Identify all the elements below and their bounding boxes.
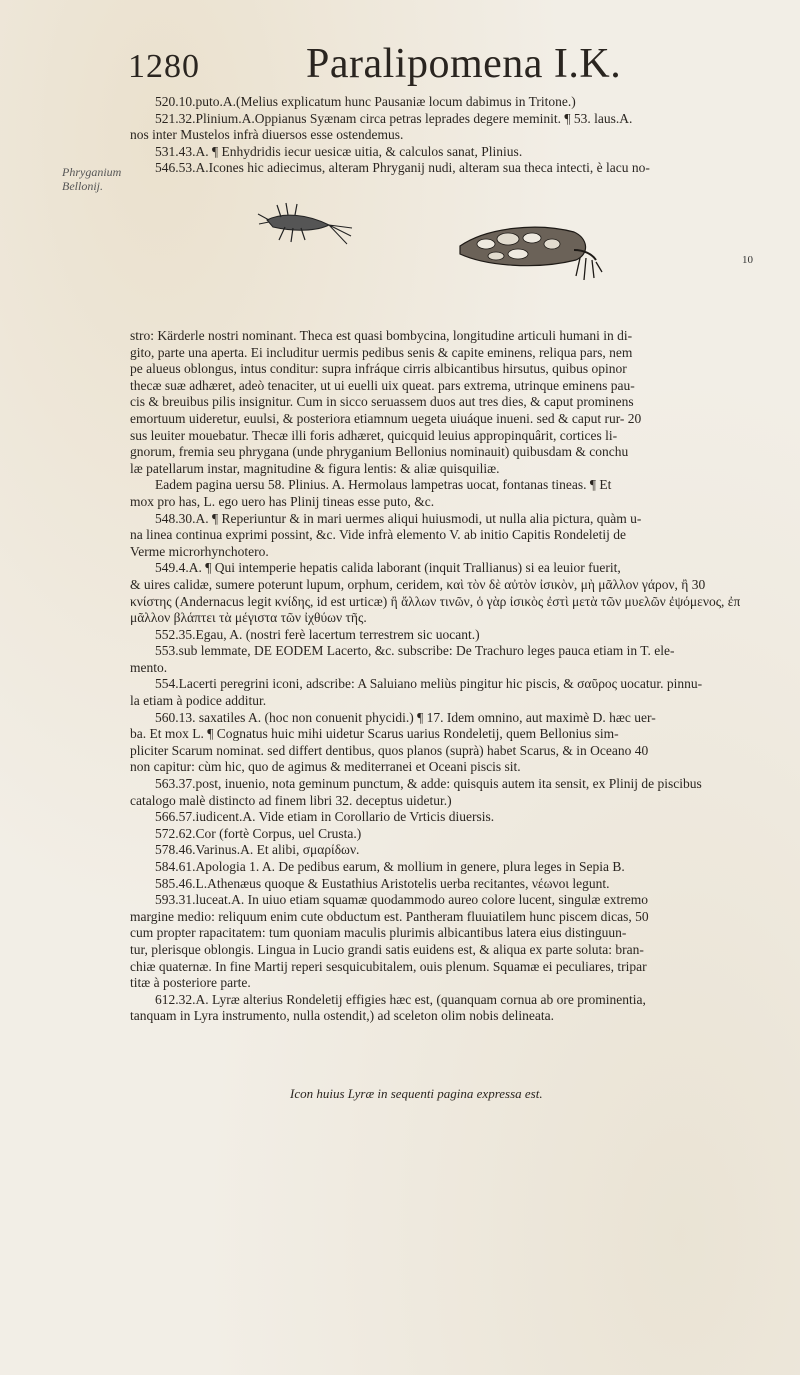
text-line: thecæ suæ adhæret, adeò tenaciter, ut ui euelli uix queat. pars extrema, utrinque eminens pau- bbox=[130, 377, 635, 393]
text-line: 593.31.luceat.A. In uiuo etiam squamæ quodammodo aureo colore lucent, singulæ extremo bbox=[155, 892, 649, 908]
text-line: pliciter Scarum nominat. sed differt dentibus, quos planos (suprà) habet Scarus, & in Oceano 40 bbox=[130, 742, 649, 758]
text-line: mento. bbox=[130, 659, 168, 675]
text-line: κνίστης (Andernacus legit κνίδης, id est urticæ) ἢ ἄλλων τινῶν, ὁ γὰρ ἰσικὸς ἐστὶ μετὰ τῶν μυελῶν ἐψόμενος, ἐπ bbox=[130, 593, 740, 609]
text-line: 585.46.L.Athenæus quoque & Eustathius Aristotelis uerba recitantes, νέωνοι legunt. bbox=[155, 875, 610, 891]
body-text-block bbox=[130, 328, 740, 1025]
margin-note bbox=[62, 165, 138, 193]
page-header bbox=[128, 40, 648, 92]
text-line: 521.32.Plinium.A.Oppianus Syænam circa petras leprades degere meminit. ¶ 53. laus.A. bbox=[155, 110, 633, 126]
figure-number: 10 bbox=[742, 254, 753, 266]
text-line: la etiam à podice additur. bbox=[130, 693, 267, 709]
text-line: mox pro has, L. ego uero has Plinij tineas esse puto, &c. bbox=[130, 493, 435, 509]
text-line: & uires calidæ, sumere poterunt lupum, orphum, ceridem, καὶ τὸν δὲ αὐτὸν ἰσικὸν, μὴ μᾶλλον γάρον, ἢ 30 bbox=[130, 576, 706, 592]
text-line: 548.30.A. ¶ Reperiuntur & in mari uermes aliqui huiusmodi, ut nulla alia pictura, quàm u- bbox=[155, 510, 642, 526]
text-line: Eadem pagina uersu 58. Plinius. A. Hermolaus lampetras uocat, fontanas tineas. ¶ Et bbox=[155, 477, 612, 493]
cased-larva-illustration bbox=[456, 220, 606, 290]
text-line: na linea continua exprimi possint, &c. Vide infrà elemento V. ab initio Capitis Rondeletij de bbox=[130, 527, 626, 543]
top-text-block bbox=[130, 94, 740, 177]
page-number: 1280 bbox=[128, 48, 200, 85]
text-line: titæ à posteriore parte. bbox=[130, 975, 251, 991]
text-line: margine medio: reliquum enim cute obductum est. Pantheram fluuiatilem hunc piscem dicas, 50 bbox=[130, 908, 649, 924]
text-line: 578.46.Varinus.A. Et alibi, σμαρίδων. bbox=[155, 842, 360, 858]
running-title: Paralipomena I.K. bbox=[306, 41, 622, 87]
text-line: 566.57.iudicent.A. Vide etiam in Corollario de Vrticis diuersis. bbox=[155, 809, 495, 825]
text-line: 584.61.Apologia 1. A. De pedibus earum, & mollium in genere, plura leges in Sepia B. bbox=[155, 859, 625, 874]
text-line: nos inter Mustelos infrà diuersos esse ostendemus. bbox=[130, 127, 404, 143]
figure-caption: Icon huius Lyræ in sequenti pagina expressa est. bbox=[290, 1086, 543, 1101]
text-line: gnorum, fremia seu phrygana (unde phryganium Bellonius nominauit) quibusdam & conchu bbox=[130, 444, 629, 460]
text-line: tur, plerisque oblongis. Lingua in Lucio grandi satis euidens est, & aliqua ex parte soluta: bran- bbox=[130, 941, 644, 957]
text-line: 553.sub lemmate, DE EODEM Lacerto, &c. subscribe: De Trachuro leges pauca etiam in T. ele- bbox=[155, 643, 675, 659]
text-line: 531.43.A. ¶ Enhydridis iecur uesicæ uitia, & calculos sanat, Plinius. bbox=[155, 143, 523, 159]
text-line: 520.10.puto.A.(Melius explicatum hunc Pausaniæ locum dabimus in Tritone.) bbox=[155, 94, 576, 109]
text-line: cum propter rapacitatem: tum quoniam maculis plurimis albicantibus latera eius distinguun- bbox=[130, 925, 627, 941]
text-line: chiæ quaternæ. In fine Martij reperi sesquicubitalem, ouis plenum. Squamæ ei peculiares, tripar bbox=[130, 958, 647, 974]
caddisfly-larva-illustration bbox=[255, 200, 355, 252]
text-line: μᾶλλον βλάπτει τὰ μέγιστα τῶν ἰχθύων τῆς. bbox=[130, 610, 367, 626]
text-line: 554.Lacerti peregrini iconi, adscribe: A Saluiano meliùs pingitur hic piscis, & σαῦρος uocatur. pinnu- bbox=[155, 676, 703, 692]
text-line: Verme microrhynchotero. bbox=[130, 543, 269, 559]
text-line: stro: Kärderle nostri nominant. Theca est quasi bombycina, longitudine articuli humani in di- bbox=[130, 328, 633, 343]
text-line: 546.53.A.Icones hic adiecimus, alteram Phryganij nudi, alteram sua theca intecti, è lacu no- bbox=[155, 160, 650, 176]
text-line: ba. Et mox L. ¶ Cognatus huic mihi uidetur Scarus uarius Rondeletij, quem Bellonius sim- bbox=[130, 726, 619, 742]
text-line: 549.4.A. ¶ Qui intemperie hepatis calida laborant (inquit Trallianus) si ea leuior fuerit, bbox=[155, 560, 621, 576]
text-line: tanquam in Lyra instrumento, nulla ostendit,) ad sceleton olim nobis delineata. bbox=[130, 1008, 555, 1024]
margin-note-line: Bellonij. bbox=[62, 179, 103, 193]
text-line: 612.32.A. Lyræ alterius Rondeletij effigies hæc est, (quanquam cornua ab ore prominentia, bbox=[155, 991, 646, 1007]
text-line: 552.35.Egau, A. (nostri ferè lacertum terrestrem sic uocant.) bbox=[155, 626, 480, 642]
text-line: non capitur: cùm hic, quo de agimus & mediterranei et Oceani piscis sit. bbox=[130, 759, 521, 775]
margin-note-line: Phryganium bbox=[62, 165, 122, 179]
text-line: 572.62.Cor (fortè Corpus, uel Crusta.) bbox=[155, 825, 362, 841]
text-line: 563.37.post, inuenio, nota geminum punctum, & adde: quisquis autem ita sensit, ex Plinij de piscibus bbox=[155, 776, 702, 792]
text-line: læ patellarum instar, magnitudine & figura lentis: & aliæ quisquiliæ. bbox=[130, 460, 500, 476]
text-line: 560.13. saxatiles A. (hoc non conuenit phycidi.) ¶ 17. Idem omnino, aut maximè D. hæc uer- bbox=[155, 709, 656, 725]
text-line: catalogo malè distincto ad finem libri 32. deceptus uidetur.) bbox=[130, 792, 452, 808]
text-line: emortuum uideretur, euulsi, & posteriora etiamnum uegeta uiuáque inueni. sed & caput rur- 20 bbox=[130, 410, 642, 426]
text-line: cis & breuibus pilis insignitur. Cum in sicco seruassem duos aut tres dies, & caput prominens bbox=[130, 394, 634, 410]
text-line: gito, parte una aperta. Ei includitur uermis pedibus senis & capite eminens, reliqua pars, nem bbox=[130, 344, 633, 360]
text-line: sus leuiter mouebatur. Thecæ illi foris adhæret, quicquid leuius appropinquârit, cortices li- bbox=[130, 427, 618, 443]
text-line: pe alueus oblongus, intus conditur: supra infráque cirris albicantibus hirsutus, quibus opinor bbox=[130, 361, 627, 377]
